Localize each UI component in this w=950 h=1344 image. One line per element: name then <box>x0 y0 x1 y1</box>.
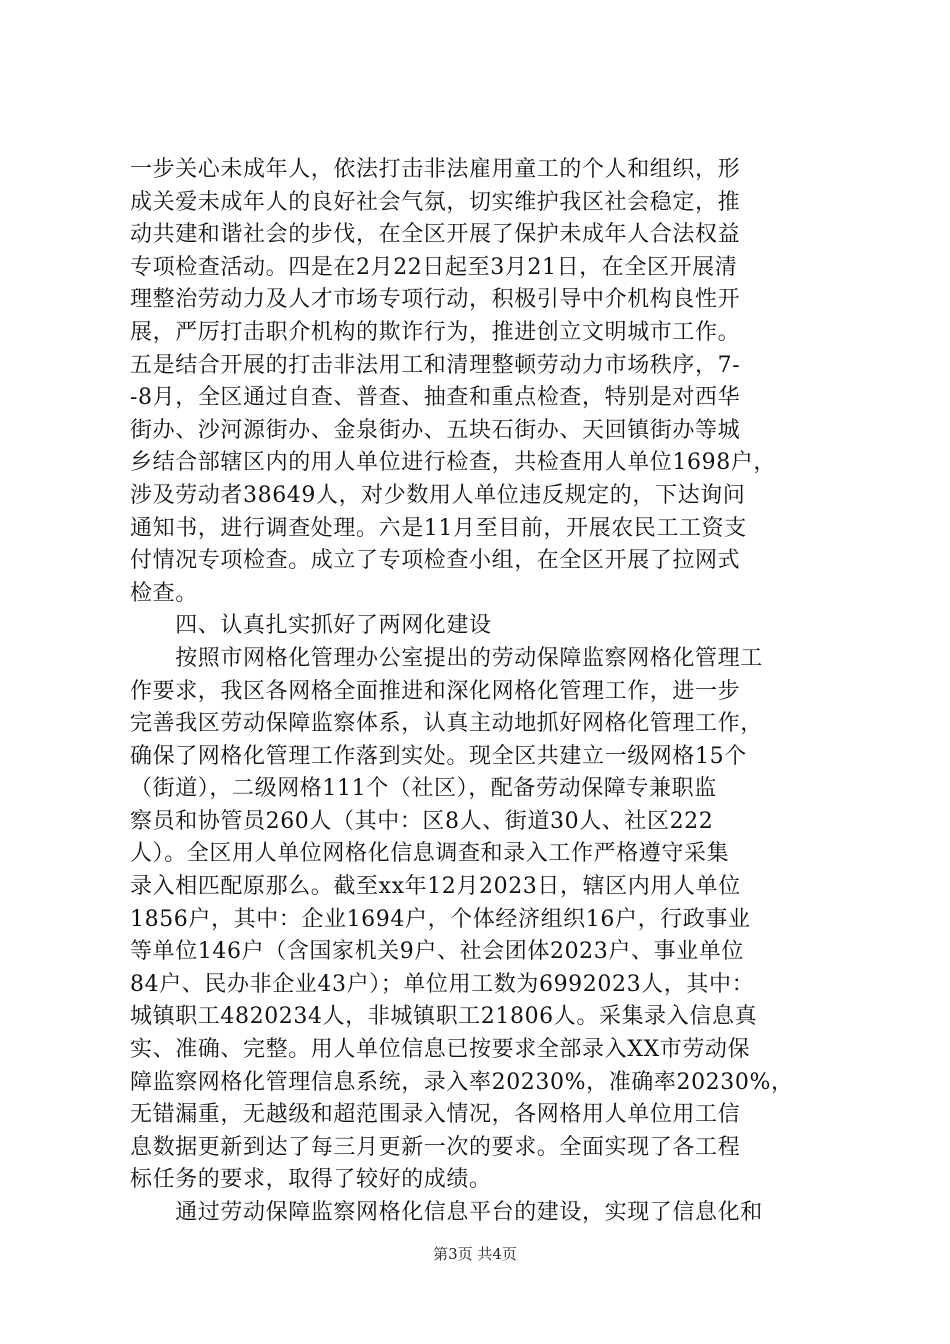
text-line: -8月，全区通过自查、普查、抽查和重点检查，特别是对西华 <box>130 385 741 411</box>
text-line: （街道），二级网格111个（社区），配备劳动保障专兼职监 <box>130 776 717 802</box>
text-line: 一步关心未成年人，依法打击非法雇用童工的个人和组织，形 <box>130 157 741 182</box>
text-line: 障监察网格化管理信息系统，录入率20230%，准确率20230%， <box>130 1069 794 1095</box>
text-line: 等单位146户（含国家机关9户、社会团体2023户、事业单位 <box>130 939 744 965</box>
text-line: 成关爱未成年人的良好社会气氛，切实维护我区社会稳定，推 <box>130 189 741 215</box>
text-line: 完善我区劳动保障监察体系，认真主动地抓好网格化管理工作， <box>130 711 763 737</box>
text-line: 84户、民办非企业43户）；单位用工数为6992023人，其中： <box>130 971 755 997</box>
text-line: 息数据更新到达了每三月更新一次的要求。全面实现了各工程 <box>130 1134 741 1160</box>
page-number: 第3页 共4页 <box>433 1245 517 1263</box>
text-line: 理整治劳动力及人才市场专项行动，积极引导中介机构良性开 <box>130 287 741 313</box>
section-heading: 四、认真扎实抓好了两网化建设 <box>130 613 492 639</box>
text-line: 人）。全区用人单位网格化信息调查和录入工作严格遵守采集 <box>130 841 730 867</box>
text-line: 无错漏重，无越级和超范围录入情况，各网格用人单位用工信 <box>130 1102 741 1128</box>
text-line: 标任务的要求，取得了较好的成绩。 <box>130 1167 492 1193</box>
text-line: 察员和协管员260人（其中：区8人、街道30人、社区222 <box>130 808 714 834</box>
text-line: 确保了网格化管理工作落到实处。现全区共建立一级网格15个 <box>130 743 747 769</box>
text-line: 五是结合开展的打击非法用工和清理整顿劳动力市场秩序，7- <box>130 352 741 378</box>
text-line: 涉及劳动者38649人，对少数用人单位违反规定的，下达询问 <box>130 482 746 508</box>
body-text <box>130 154 830 1230</box>
text-line: 作要求，我区各网格全面推进和深化网格化管理工作，进一步 <box>130 678 741 704</box>
page-footer <box>0 1244 950 1264</box>
text-line: 检查。 <box>130 580 198 606</box>
text-line: 专项检查活动。四是在2月22日起至3月21日，在全区开展清 <box>130 254 738 280</box>
text-line: 录入相匹配原那么。截至xx年12月2023日，辖区内用人单位 <box>130 874 741 900</box>
text-line: 按照市网格化管理办公室提出的劳动保障监察网格化管理工 <box>130 645 763 671</box>
text-line: 乡结合部辖区内的用人单位进行检查，共检查用人单位1698户， <box>130 450 776 476</box>
text-line: 实、准确、完整。用人单位信息已按要求全部录入XX市劳动保 <box>130 1037 751 1063</box>
text-line: 通过劳动保障监察网格化信息平台的建设，实现了信息化和 <box>130 1200 763 1225</box>
text-line: 动共建和谐社会的步伐，在全区开展了保护未成年人合法权益 <box>130 222 741 248</box>
text-line: 展，严厉打击职介机构的欺诈行为，推进创立文明城市工作。 <box>130 319 741 345</box>
text-line: 城镇职工4820234人，非城镇职工21806人。采集录入信息真 <box>130 1004 758 1030</box>
text-line: 1856户，其中：企业1694户，个体经济组织16户，行政事业 <box>130 906 751 932</box>
text-line: 付情况专项检查。成立了专项检查小组，在全区开展了拉网式 <box>130 548 741 574</box>
text-line: 通知书，进行调查处理。六是11月至目前，开展农民工工资支 <box>130 515 747 541</box>
text-line: 街办、沙河源街办、金泉街办、五块石街办、天回镇街办等城 <box>130 417 741 443</box>
